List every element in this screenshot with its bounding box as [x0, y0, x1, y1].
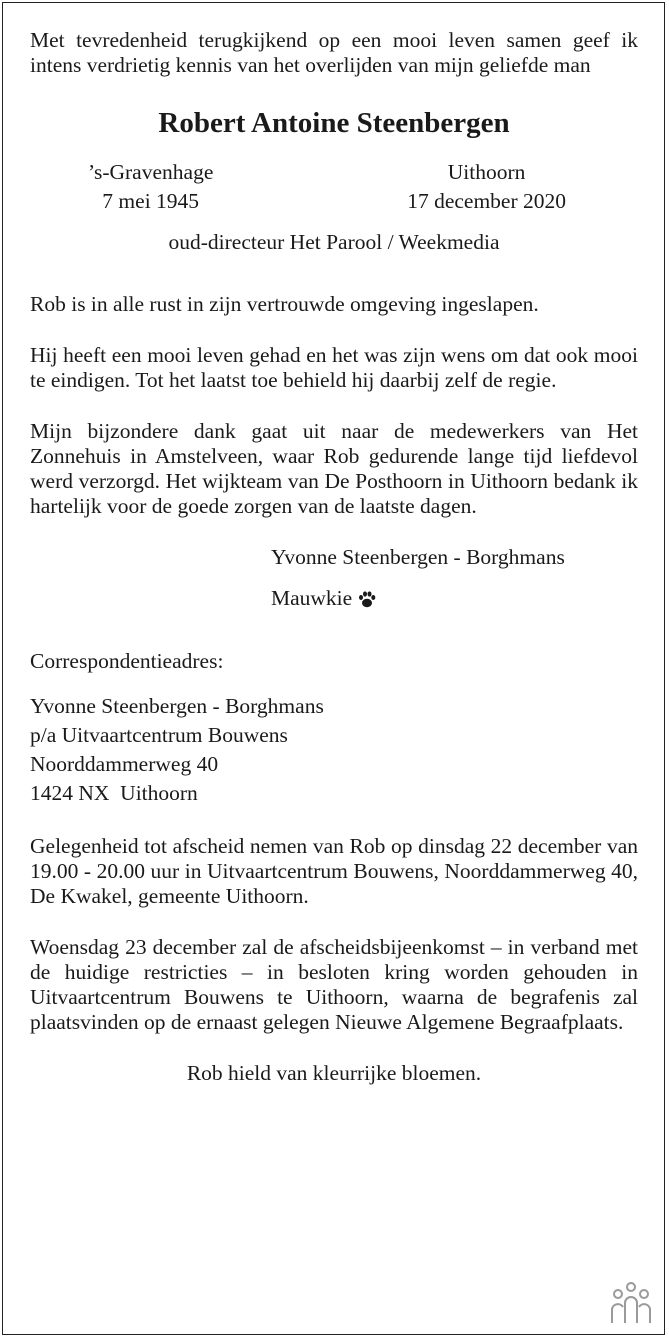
intro-text: Met tevredenheid terugkijkend op een mooi leven samen geef ik intens verdrietig kennis van het overlijden van mijn geliefde man — [30, 28, 638, 77]
life-dates — [88, 158, 566, 216]
signature-yvonne: Yvonne Steenbergen - Borghmans — [271, 545, 565, 569]
death-place: Uithoorn — [447, 160, 526, 184]
paragraph-thanks: Mijn bijzondere dank gaat uit naar de medewerkers van Het Zonnehuis in Amstelveen, waar Rob gedurende lange tijd liefdevol werd verzorgd. Het wijkteam van De Posthoorn in Uithoorn bedank ik hartelijk voor de goede zorgen van de laatste dagen. — [30, 419, 638, 518]
birth-date: 7 mei 1945 — [102, 189, 200, 213]
correspondence-address — [30, 692, 638, 808]
death-date: 17 december 2020 — [407, 189, 566, 213]
death-column — [407, 158, 566, 216]
address-line: p/a Uitvaartcentrum Bouwens — [30, 723, 288, 747]
birth-place: ’s-Gravenhage — [88, 160, 214, 184]
people-logo-icon — [607, 1281, 655, 1325]
signature-mauwkie-label: Mauwkie — [271, 586, 353, 610]
farewell-info: Gelegenheid tot afscheid nemen van Rob op dinsdag 22 december van 19.00 - 20.00 uur in Uitvaartcentrum Bouwens, Noorddammerweg 40, De Kwakel, gemeente Uithoorn. — [30, 834, 638, 908]
closing-line: Rob hield van kleurrijke bloemen. — [186, 1061, 482, 1085]
paragraph-life: Hij heeft een mooi leven gehad en het was zijn wens om dat ook mooi te eindigen. Tot het laatst toe behield hij daarbij zelf de regie. — [30, 343, 638, 392]
address-line: 1424 NX Uithoorn — [30, 781, 198, 805]
paragraph-rest: Rob is in alle rust in zijn vertrouwde omgeving ingeslapen. — [30, 292, 539, 316]
deceased-name: Robert Antoine Steenbergen — [158, 107, 510, 139]
birth-column — [88, 158, 213, 216]
signature-mauwkie — [271, 586, 638, 611]
ceremony-info: Woensdag 23 december zal de afscheidsbijeenkomst – in verband met de huidige restricties – in besloten kring worden gehouden in Uitvaartcentrum Bouwens te Uithoorn, waarna de begrafenis zal plaatsvinden op de ernaast gelegen Nieuwe Algemene Begraafplaats. — [30, 935, 638, 1034]
address-line: Yvonne Steenbergen - Borghmans — [30, 694, 324, 718]
former-role: oud-directeur Het Parool / Weekmedia — [168, 230, 500, 254]
address-line: Noorddammerweg 40 — [30, 752, 219, 776]
paw-icon — [357, 589, 377, 609]
death-notice — [30, 28, 638, 1086]
correspondence-heading: Correspondentieadres: — [30, 649, 224, 673]
